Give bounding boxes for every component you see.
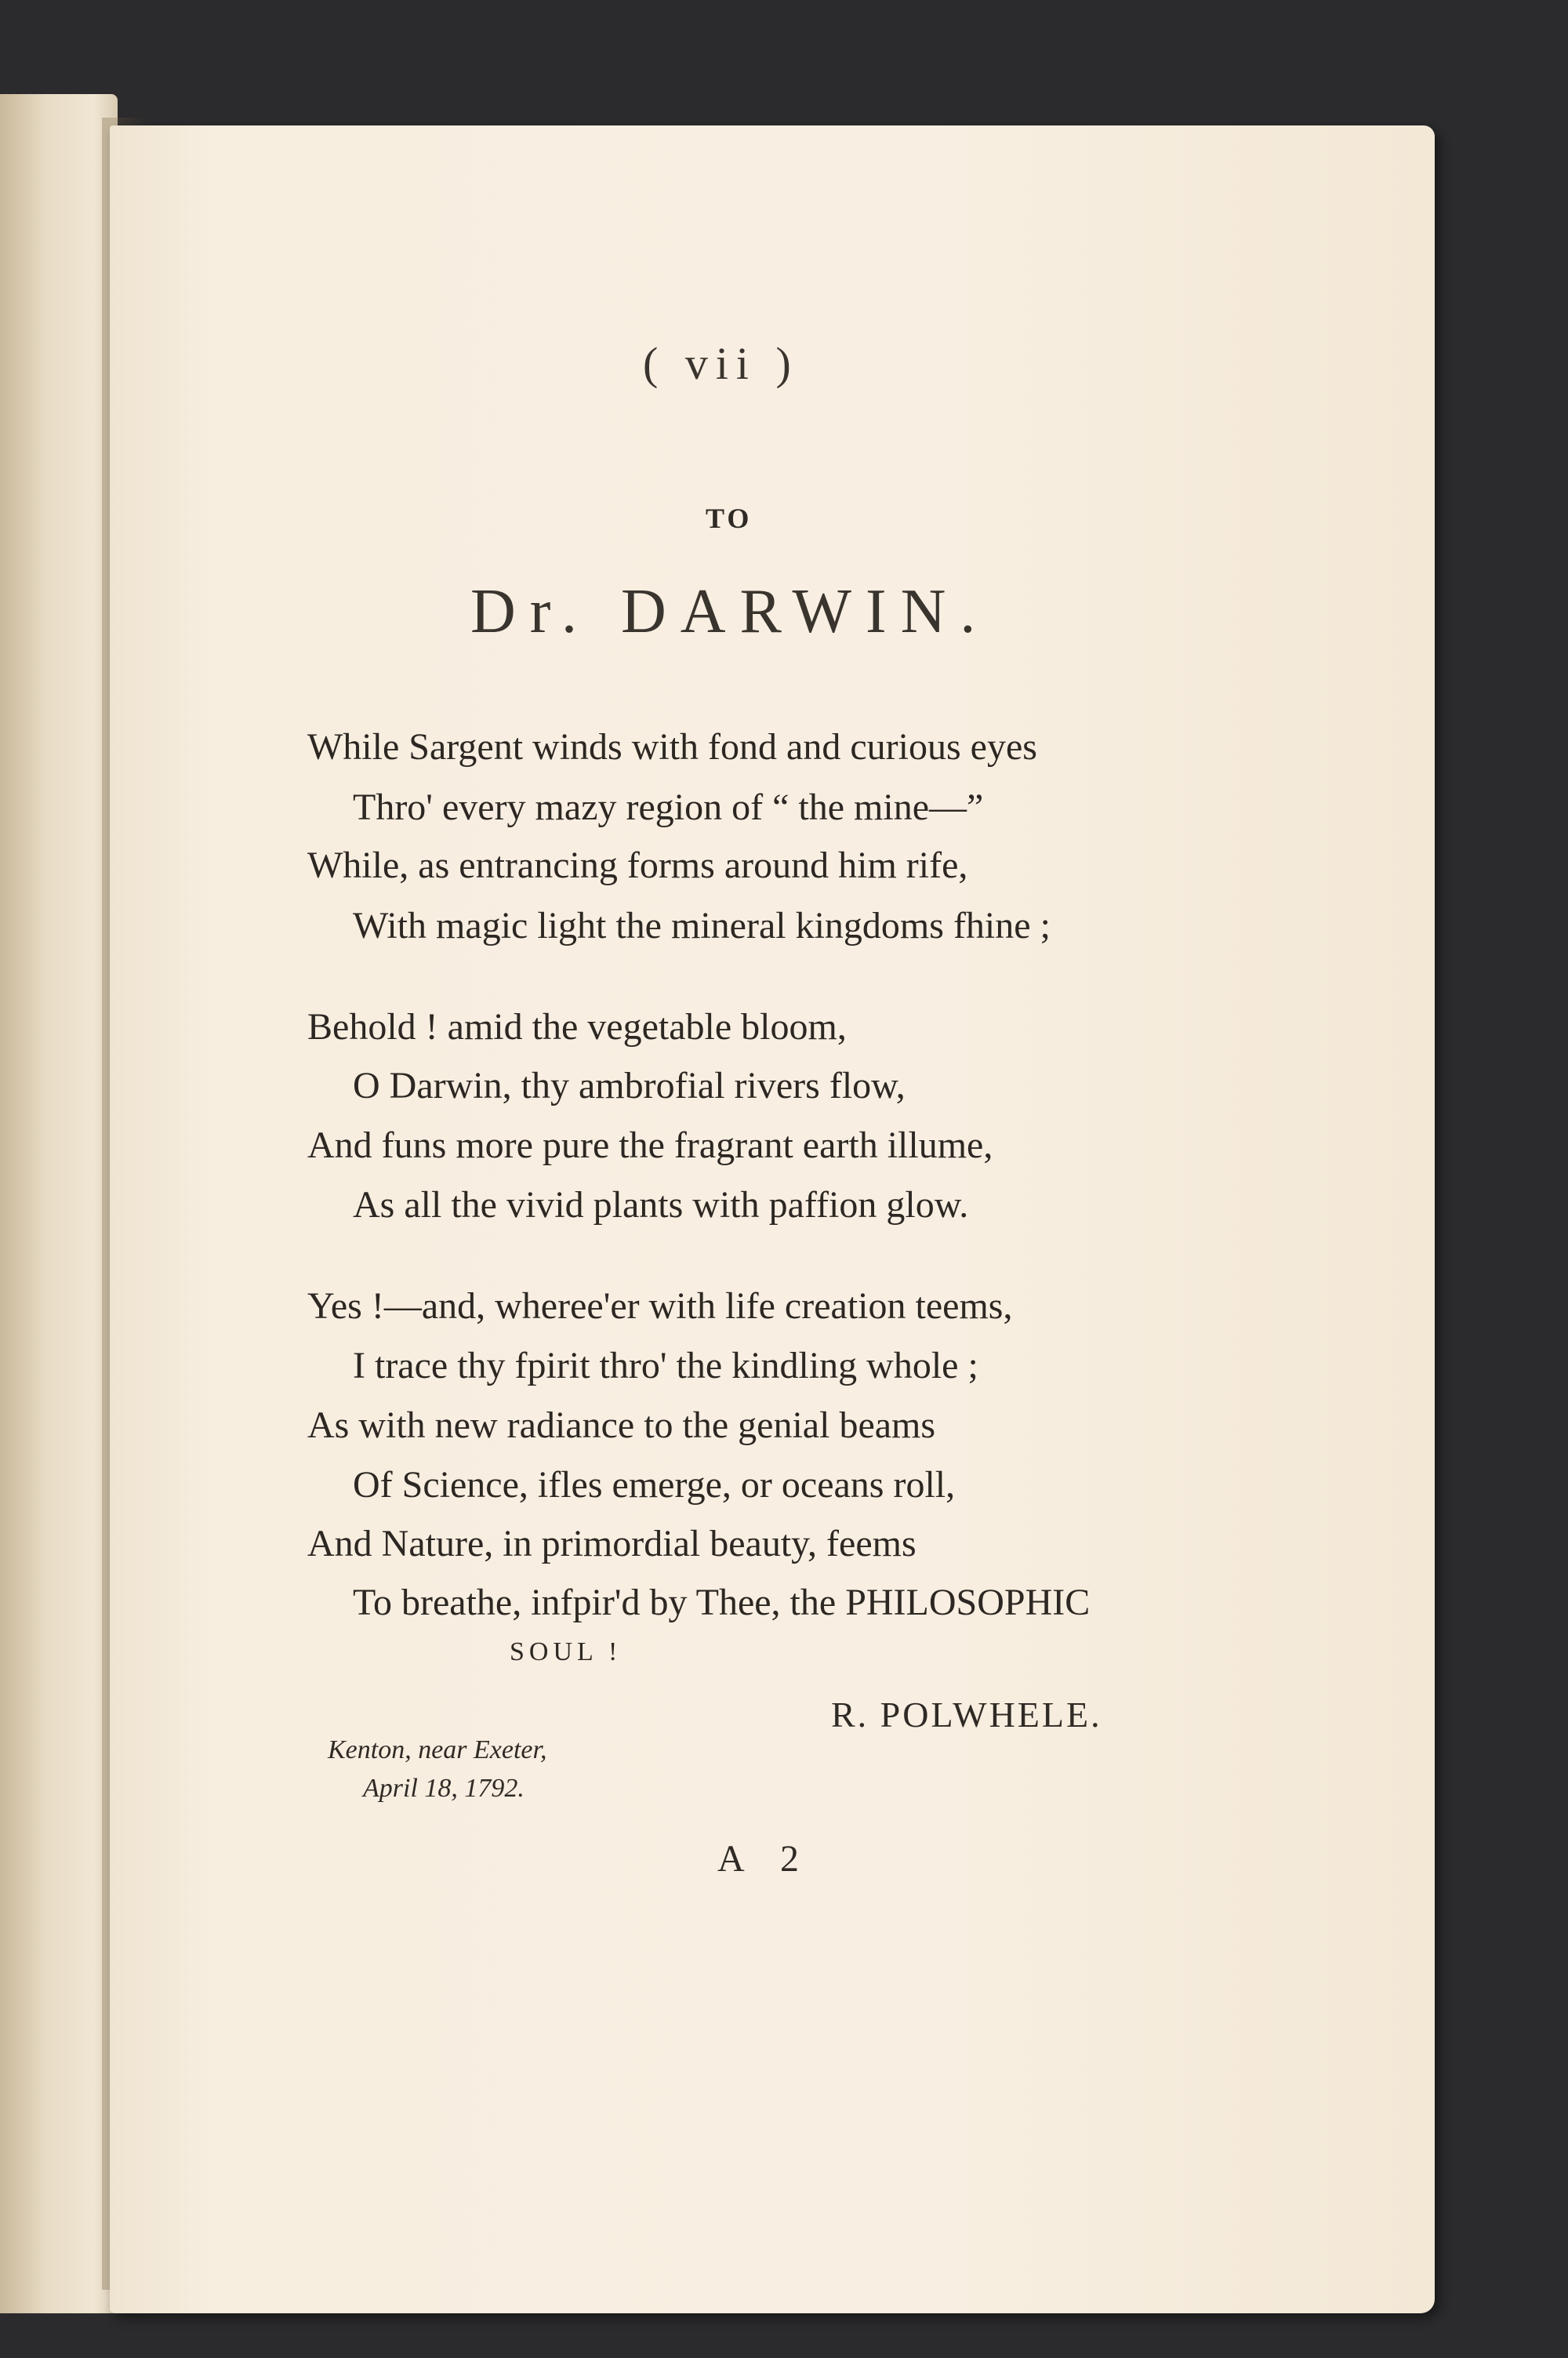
poem-line: Behold ! amid the vegetable bloom,	[307, 1006, 847, 1048]
page-number: ( vii )	[643, 338, 799, 389]
poem-line: Yes !—and, wheree'er with life creation teems,	[307, 1285, 1013, 1327]
poem-line: As with new radiance to the genial beams	[307, 1404, 936, 1446]
poem-line: O Darwin, thy ambrofial rivers flow,	[353, 1065, 906, 1106]
place-line: Kenton, near Exeter,	[328, 1735, 547, 1764]
date-line: April 18, 1792.	[363, 1774, 524, 1803]
poem-title: Dr. DARWIN.	[470, 577, 990, 646]
author-signature: R. POLWHELE.	[831, 1695, 1102, 1735]
poem-line: And funs more pure the fragrant earth illume,	[307, 1125, 993, 1166]
poem-line: As all the vivid plants with paffion glow.	[353, 1184, 969, 1226]
poem-line: SOUL !	[510, 1637, 622, 1666]
poem-line: Of Science, ifles emerge, or oceans roll,	[353, 1464, 956, 1506]
poem-line: While, as entrancing forms around him rife,	[307, 845, 968, 886]
poem-line: With magic light the mineral kingdoms fhine ;	[353, 905, 1051, 946]
dedication-to: TO	[706, 503, 753, 534]
poem-line: I trace thy fpirit thro' the kindling whole ;	[353, 1345, 978, 1386]
poem-line: Thro' every mazy region of “ the mine—”	[353, 787, 984, 828]
poem-line: While Sargent winds with fond and curious eyes	[307, 726, 1037, 768]
signature-mark: A 2	[717, 1838, 814, 1880]
poem-line: To breathe, infpir'd by Thee, the PHILOSOPHIC	[353, 1582, 1091, 1623]
facing-page-edge	[0, 94, 118, 2313]
poem-line: And Nature, in primordial beauty, feems	[307, 1523, 916, 1564]
